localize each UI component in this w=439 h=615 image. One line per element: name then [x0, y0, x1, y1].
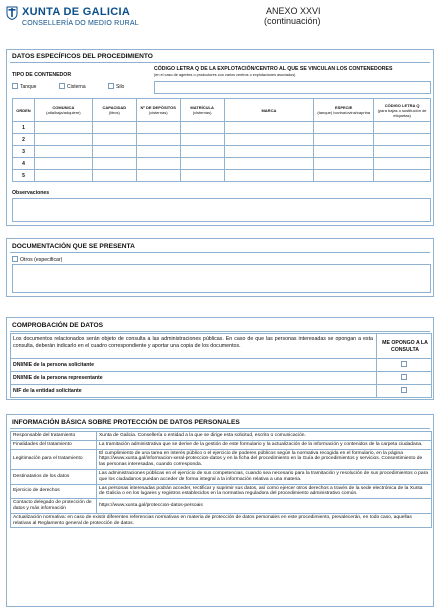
column-header	[314, 99, 374, 122]
column-subtitle: (tanque) bovina/ovina/caprina	[317, 110, 371, 115]
column-header	[180, 99, 224, 122]
other-docs-label: Otros (especificar)	[20, 257, 63, 263]
cell[interactable]	[34, 134, 92, 146]
column-subtitle: (cisternas)	[148, 110, 168, 115]
column-title: CÓDIGO LETRA Q	[384, 102, 420, 108]
cell[interactable]	[92, 158, 136, 170]
procedure-section-title: DATOS ESPECÍFICOS DEL PROCEDIMIENTO	[12, 53, 153, 60]
table-row	[13, 134, 431, 146]
privacy-key: Contacto delegado de protección de datos y más información	[11, 499, 97, 514]
oppose-checkbox-nif-entity[interactable]	[401, 387, 407, 393]
cell[interactable]	[136, 146, 180, 158]
cell[interactable]	[374, 170, 431, 182]
annex-subtitle: (continuación)	[264, 16, 321, 26]
table-row	[11, 513, 432, 528]
column-header	[224, 99, 314, 122]
code-q-input[interactable]	[154, 81, 431, 94]
cell[interactable]	[136, 122, 180, 134]
verification-item-dni-applicant: DNI/NIE de la persona solicitante	[13, 362, 95, 368]
documentation-section-title: DOCUMENTACIÓN QUE SE PRESENTA	[12, 243, 135, 250]
oppose-header: ME OPONGO A LA CONSULTA	[382, 340, 428, 353]
column-title: ESPECIE	[335, 105, 353, 110]
verification-item-dni-representative: DNI/NIE de la persona representante	[13, 375, 103, 381]
cell[interactable]	[136, 134, 180, 146]
row-number: 4	[13, 158, 35, 170]
section-divider	[10, 252, 430, 253]
code-q-sublabel: (en el caso de agentes o productores con varios centros o explotaciones asociados)	[154, 73, 296, 77]
table-row	[11, 469, 432, 484]
row-divider	[11, 358, 431, 359]
department-name: CONSELLERÍA DO MEDIO RURAL	[22, 20, 139, 27]
table-header-row	[13, 99, 431, 122]
brand-title: XUNTA DE GALICIA	[22, 6, 131, 18]
privacy-value: https://www.xunta.gal/proteccion-datos-persoais	[97, 499, 432, 514]
table-row	[13, 122, 431, 134]
cell[interactable]	[92, 134, 136, 146]
table-row	[11, 432, 432, 441]
row-number: 1	[13, 122, 35, 134]
cell[interactable]	[92, 146, 136, 158]
row-number: 2	[13, 134, 35, 146]
column-title: CAPACIDAD	[102, 105, 127, 110]
privacy-key: Legitimación para el tratamiento	[11, 449, 97, 469]
row-divider	[11, 371, 431, 372]
privacy-value: La tramitación administrativa que se derive de la gestión de este formulario y la actualización de la información y contenidos de la carpeta ciudadana.	[97, 440, 432, 449]
verification-intro: Los documentos relacionados serán objeto de consulta a las administraciones públicas. En caso de que las personas interesadas se opongan a esta consulta, deberán indicarlo en el cuadro correspondiente y aportar una copia de los documentos.	[13, 336, 373, 349]
code-q-label: CÓDIGO LETRA Q DE LA EXPLOTACIÓN/CENTRO AL QUE SE VINCULAN LOS CONTENEDORES	[154, 66, 393, 72]
container-type-label: TIPO DE CONTENEDOR	[12, 72, 72, 78]
cell[interactable]	[224, 170, 314, 182]
procedure-section	[6, 49, 434, 226]
column-title: MARCA	[261, 107, 277, 113]
column-subtitle: (para bajas o sustitución de etiquetas)	[377, 107, 427, 118]
annex-title: ANEXO XXVI	[266, 6, 321, 16]
privacy-value: El cumplimiento de una tarea en interés público o el ejercicio de poderes públicos según la normativa recogida en el formulario, en la página https://www.xunta.gal/informacion-xeral-proteccion-datos y en la ficha del procedimiento en la Guía de procedimientos y servicios. Consentimiento de las personas interesadas, cuando corresponda.	[97, 449, 432, 469]
privacy-section-title: INFORMACIÓN BÁSICA SOBRE PROTECCIÓN DE DATOS PERSONALES	[12, 419, 240, 426]
cell[interactable]	[34, 146, 92, 158]
table-row	[13, 158, 431, 170]
cell[interactable]	[180, 134, 224, 146]
silo-label: Silo	[116, 84, 125, 90]
column-header	[34, 99, 92, 122]
observations-label: Observaciones	[12, 190, 50, 196]
cell[interactable]	[180, 122, 224, 134]
verification-item-nif-entity: NIF de la entidad solicitante	[13, 388, 82, 394]
observations-input[interactable]	[12, 198, 431, 222]
page-header	[6, 4, 433, 44]
section-divider	[10, 331, 430, 332]
privacy-key: Destinatarios de los datos	[11, 469, 97, 484]
cell[interactable]	[314, 134, 374, 146]
table-row	[11, 499, 432, 514]
privacy-key: Responsable del tratamiento	[11, 432, 97, 441]
column-title: COMUNICA	[52, 105, 75, 110]
cell[interactable]	[92, 170, 136, 182]
cell[interactable]	[180, 170, 224, 182]
documentation-section	[6, 238, 434, 297]
section-divider	[10, 62, 430, 63]
privacy-key: Finalidades del tratamiento	[11, 440, 97, 449]
column-subtitle: (cisternas)	[192, 110, 212, 115]
cell[interactable]	[224, 134, 314, 146]
table-row	[13, 146, 431, 158]
verification-section-title: COMPROBACIÓN DE DATOS	[12, 322, 103, 329]
column-title: ORDEN	[16, 107, 31, 113]
tanque-checkbox[interactable]	[12, 83, 18, 89]
row-number: 5	[13, 170, 35, 182]
privacy-value: Las administraciones públicas en el ejercicio de sus competencias, cuando sea necesario para la tramitación y resolución de sus procedimientos o para que los ciudadanos puedan acceder de forma integral a la información relativa a una materia.	[97, 469, 432, 484]
column-header	[374, 99, 431, 122]
cisterna-label: Cisterna	[67, 84, 86, 90]
tanque-label: Tanque	[20, 84, 37, 90]
cell[interactable]	[92, 122, 136, 134]
cisterna-checkbox[interactable]	[59, 83, 65, 89]
cell[interactable]	[34, 170, 92, 182]
oppose-checkbox-dni-applicant[interactable]	[401, 361, 407, 367]
cell[interactable]	[314, 146, 374, 158]
column-header	[136, 99, 180, 122]
table-row	[11, 484, 432, 499]
cell[interactable]	[374, 134, 431, 146]
verification-table	[10, 333, 432, 398]
column-subtitle: (litros)	[108, 110, 120, 115]
row-divider	[11, 384, 431, 385]
cell[interactable]	[34, 122, 92, 134]
cell[interactable]	[374, 158, 431, 170]
privacy-section	[6, 414, 434, 607]
cell[interactable]	[314, 122, 374, 134]
cell[interactable]	[136, 158, 180, 170]
verification-section	[6, 317, 434, 400]
silo-checkbox[interactable]	[108, 83, 114, 89]
column-header	[13, 99, 35, 122]
privacy-footer: Actualización normativa: en caso de existir diferentes referencias normativas en materia de protección de datos personales en este procedimiento, prevalecerán, en todo caso, aquellas relativas al Reglamento general de protección de datos.	[11, 513, 432, 528]
privacy-table	[10, 431, 432, 528]
table-row	[13, 170, 431, 182]
table-row	[11, 440, 432, 449]
cell[interactable]	[314, 170, 374, 182]
cell[interactable]	[180, 146, 224, 158]
other-docs-checkbox[interactable]	[12, 256, 18, 262]
table-row	[11, 449, 432, 469]
vertical-divider	[376, 334, 377, 398]
privacy-key: Ejercicio de derechos	[11, 484, 97, 499]
privacy-value: Las personas interesadas podrán acceder, rectificar y suprimir sus datos, así como ejercer otros derechos a través de la sede electrónica de la Xunta de Galicia o en los lugares y registros establecidos en la normativa reguladora del procedimiento administrativo común.	[97, 484, 432, 499]
cell[interactable]	[136, 170, 180, 182]
cell[interactable]	[314, 158, 374, 170]
containers-table	[12, 98, 431, 182]
cell[interactable]	[224, 122, 314, 134]
cell[interactable]	[224, 158, 314, 170]
privacy-value: Xunta de Galicia. Consellería o entidad a la que se dirige esta solicitud, escrito o comunicación.	[97, 432, 432, 441]
cell[interactable]	[224, 146, 314, 158]
column-header	[92, 99, 136, 122]
oppose-checkbox-dni-representative[interactable]	[401, 374, 407, 380]
section-divider	[10, 428, 430, 429]
column-title: MATRÍCULA	[190, 105, 214, 110]
cell[interactable]	[374, 122, 431, 134]
row-number: 3	[13, 146, 35, 158]
cell[interactable]	[180, 158, 224, 170]
cell[interactable]	[34, 158, 92, 170]
cell[interactable]	[374, 146, 431, 158]
column-title: Nº DE DEPÓSITOS	[140, 105, 176, 110]
other-docs-input[interactable]	[12, 264, 431, 293]
column-subtitle: (alta/baja/adquiere)	[46, 110, 81, 115]
xunta-logo-icon	[6, 6, 18, 20]
